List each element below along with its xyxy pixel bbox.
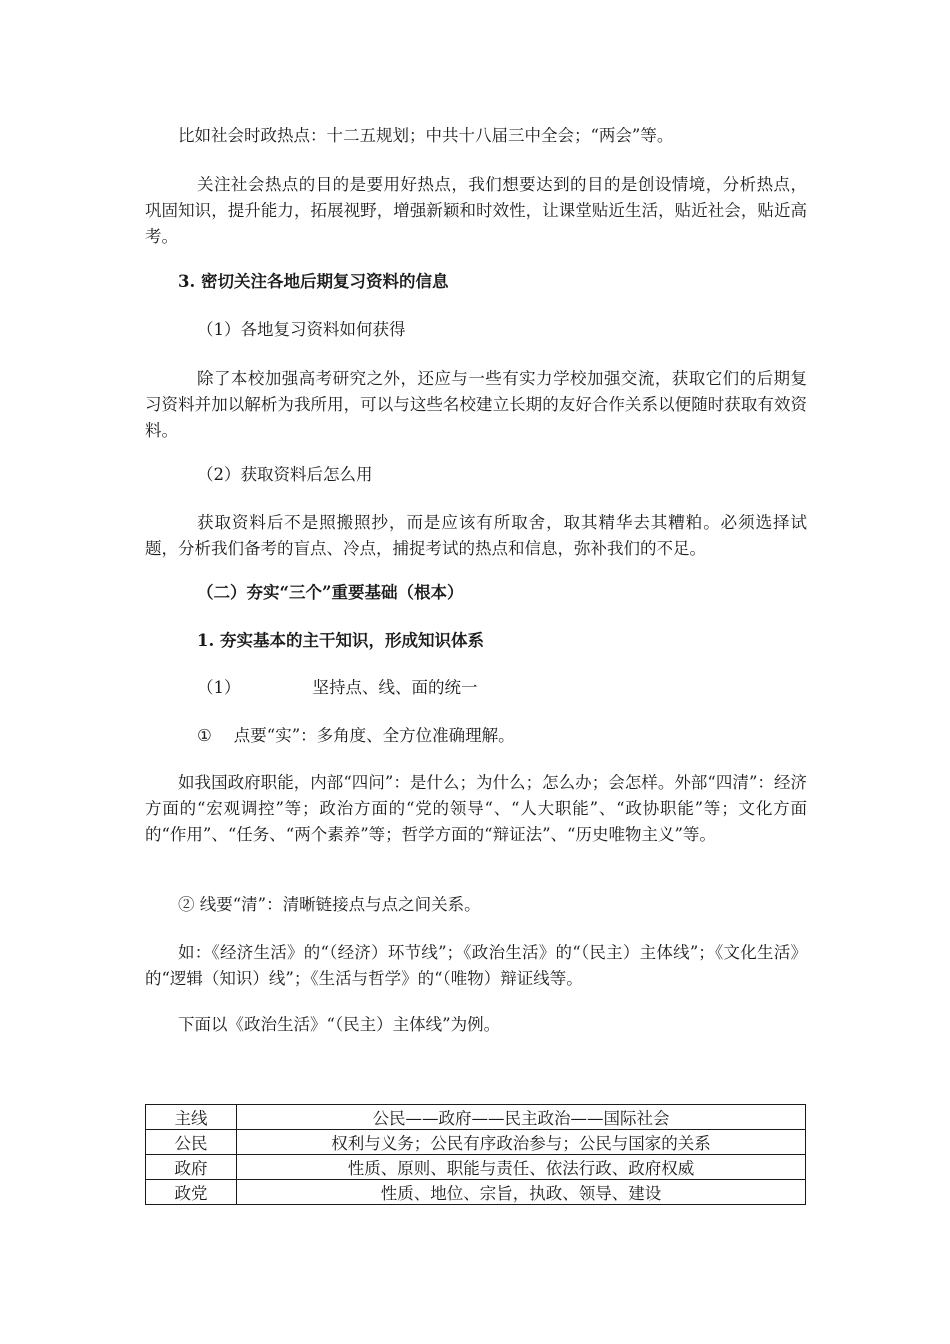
point-solid xyxy=(145,723,807,749)
table-cell-key: 政党 xyxy=(146,1180,237,1205)
point-solid-text: 点要“实”：多角度、全方位准确理解。 xyxy=(233,726,515,745)
paragraph-exchange: 除了本校加强高考研究之外，还应与一些有实力学校加强交流，获取它们的后期复习资料并加以解析为我所用，可以与这些名校建立长期的友好合作关系以便随时获取有效资料。 xyxy=(145,369,807,440)
table-row xyxy=(146,1105,806,1130)
subheading-use-materials: （2）获取资料后怎么用 xyxy=(197,465,373,484)
line-clear: ② 线要“清”：清晰链接点与点之间关系。 xyxy=(178,895,481,914)
table-row xyxy=(146,1130,806,1155)
subheading-obtain-materials: （1）各地复习资料如何获得 xyxy=(197,320,406,339)
subheading-point-line-surface xyxy=(145,675,807,701)
paragraph-hot-topic-purpose: 关注社会热点的目的是要用好热点，我们想要达到的目的是创设情境，分析热点，巩固知识，提升能力，拓展视野，增强新颖和时效性，让课堂贴近生活，贴近社会，贴近高考。 xyxy=(145,175,807,246)
subheading-text: 坚持点、线、面的统一 xyxy=(312,678,478,697)
paragraph-example-intro: 下面以《政治生活》“（民主）主体线”为例。 xyxy=(178,1015,501,1034)
heading-three-foundations: （二）夯实“三个”重要基础（根本） xyxy=(197,583,464,602)
table-cell-value: 权利与义务；公民有序政治参与；公民与国家的关系 xyxy=(237,1130,806,1155)
table-cell-value: 性质、原则、职能与责任、依法行政、政府权威 xyxy=(237,1155,806,1180)
table-cell-value: 性质、地位、宗旨，执政、领导、建设 xyxy=(237,1180,806,1205)
table-row xyxy=(146,1155,806,1180)
subject-line-table xyxy=(145,1104,806,1205)
paragraph-select-materials: 获取资料后不是照搬照抄，而是应该有所取舍，取其精华去其糟粕。必须选择试题，分析我们备考的盲点、冷点，捕捉考试的热点和信息，弥补我们的不足。 xyxy=(145,513,807,558)
paragraph-hot-topics: 比如社会时政热点：十二五规划；中共十八届三中全会；“两会”等。 xyxy=(178,126,674,145)
table-cell-key: 政府 xyxy=(146,1155,237,1180)
circled-number-one: ① xyxy=(197,726,212,745)
table-row xyxy=(146,1180,806,1205)
paragraph-lines-examples: 如：《经济生活》的“（经济）环节线”；《政治生活》的“（民主）主体线”；《文化生活》的“逻辑（知识）线”；《生活与哲学》的“（唯物）辩证线等。 xyxy=(145,943,807,988)
paragraph-government-functions: 如我国政府职能，内部“四问”：是什么；为什么；怎么办；会怎样。外部“四清”：经济方面的“宏观调控”等；政治方面的“党的领导“、“人大职能”、“政协职能”等；文化方面的“作用”、“任务、“两个素养”等；哲学方面的“辩证法”、“历史唯物主义”等。 xyxy=(145,773,807,844)
subheading-number: （1） xyxy=(197,678,241,697)
table-cell-key: 主线 xyxy=(146,1105,237,1130)
heading-review-materials: 3. 密切关注各地后期复习资料的信息 xyxy=(178,272,449,291)
heading-core-knowledge: 1. 夯实基本的主干知识，形成知识体系 xyxy=(197,631,484,650)
table-cell-key: 公民 xyxy=(146,1130,237,1155)
table-cell-value: 公民——政府——民主政治——国际社会 xyxy=(237,1105,806,1130)
